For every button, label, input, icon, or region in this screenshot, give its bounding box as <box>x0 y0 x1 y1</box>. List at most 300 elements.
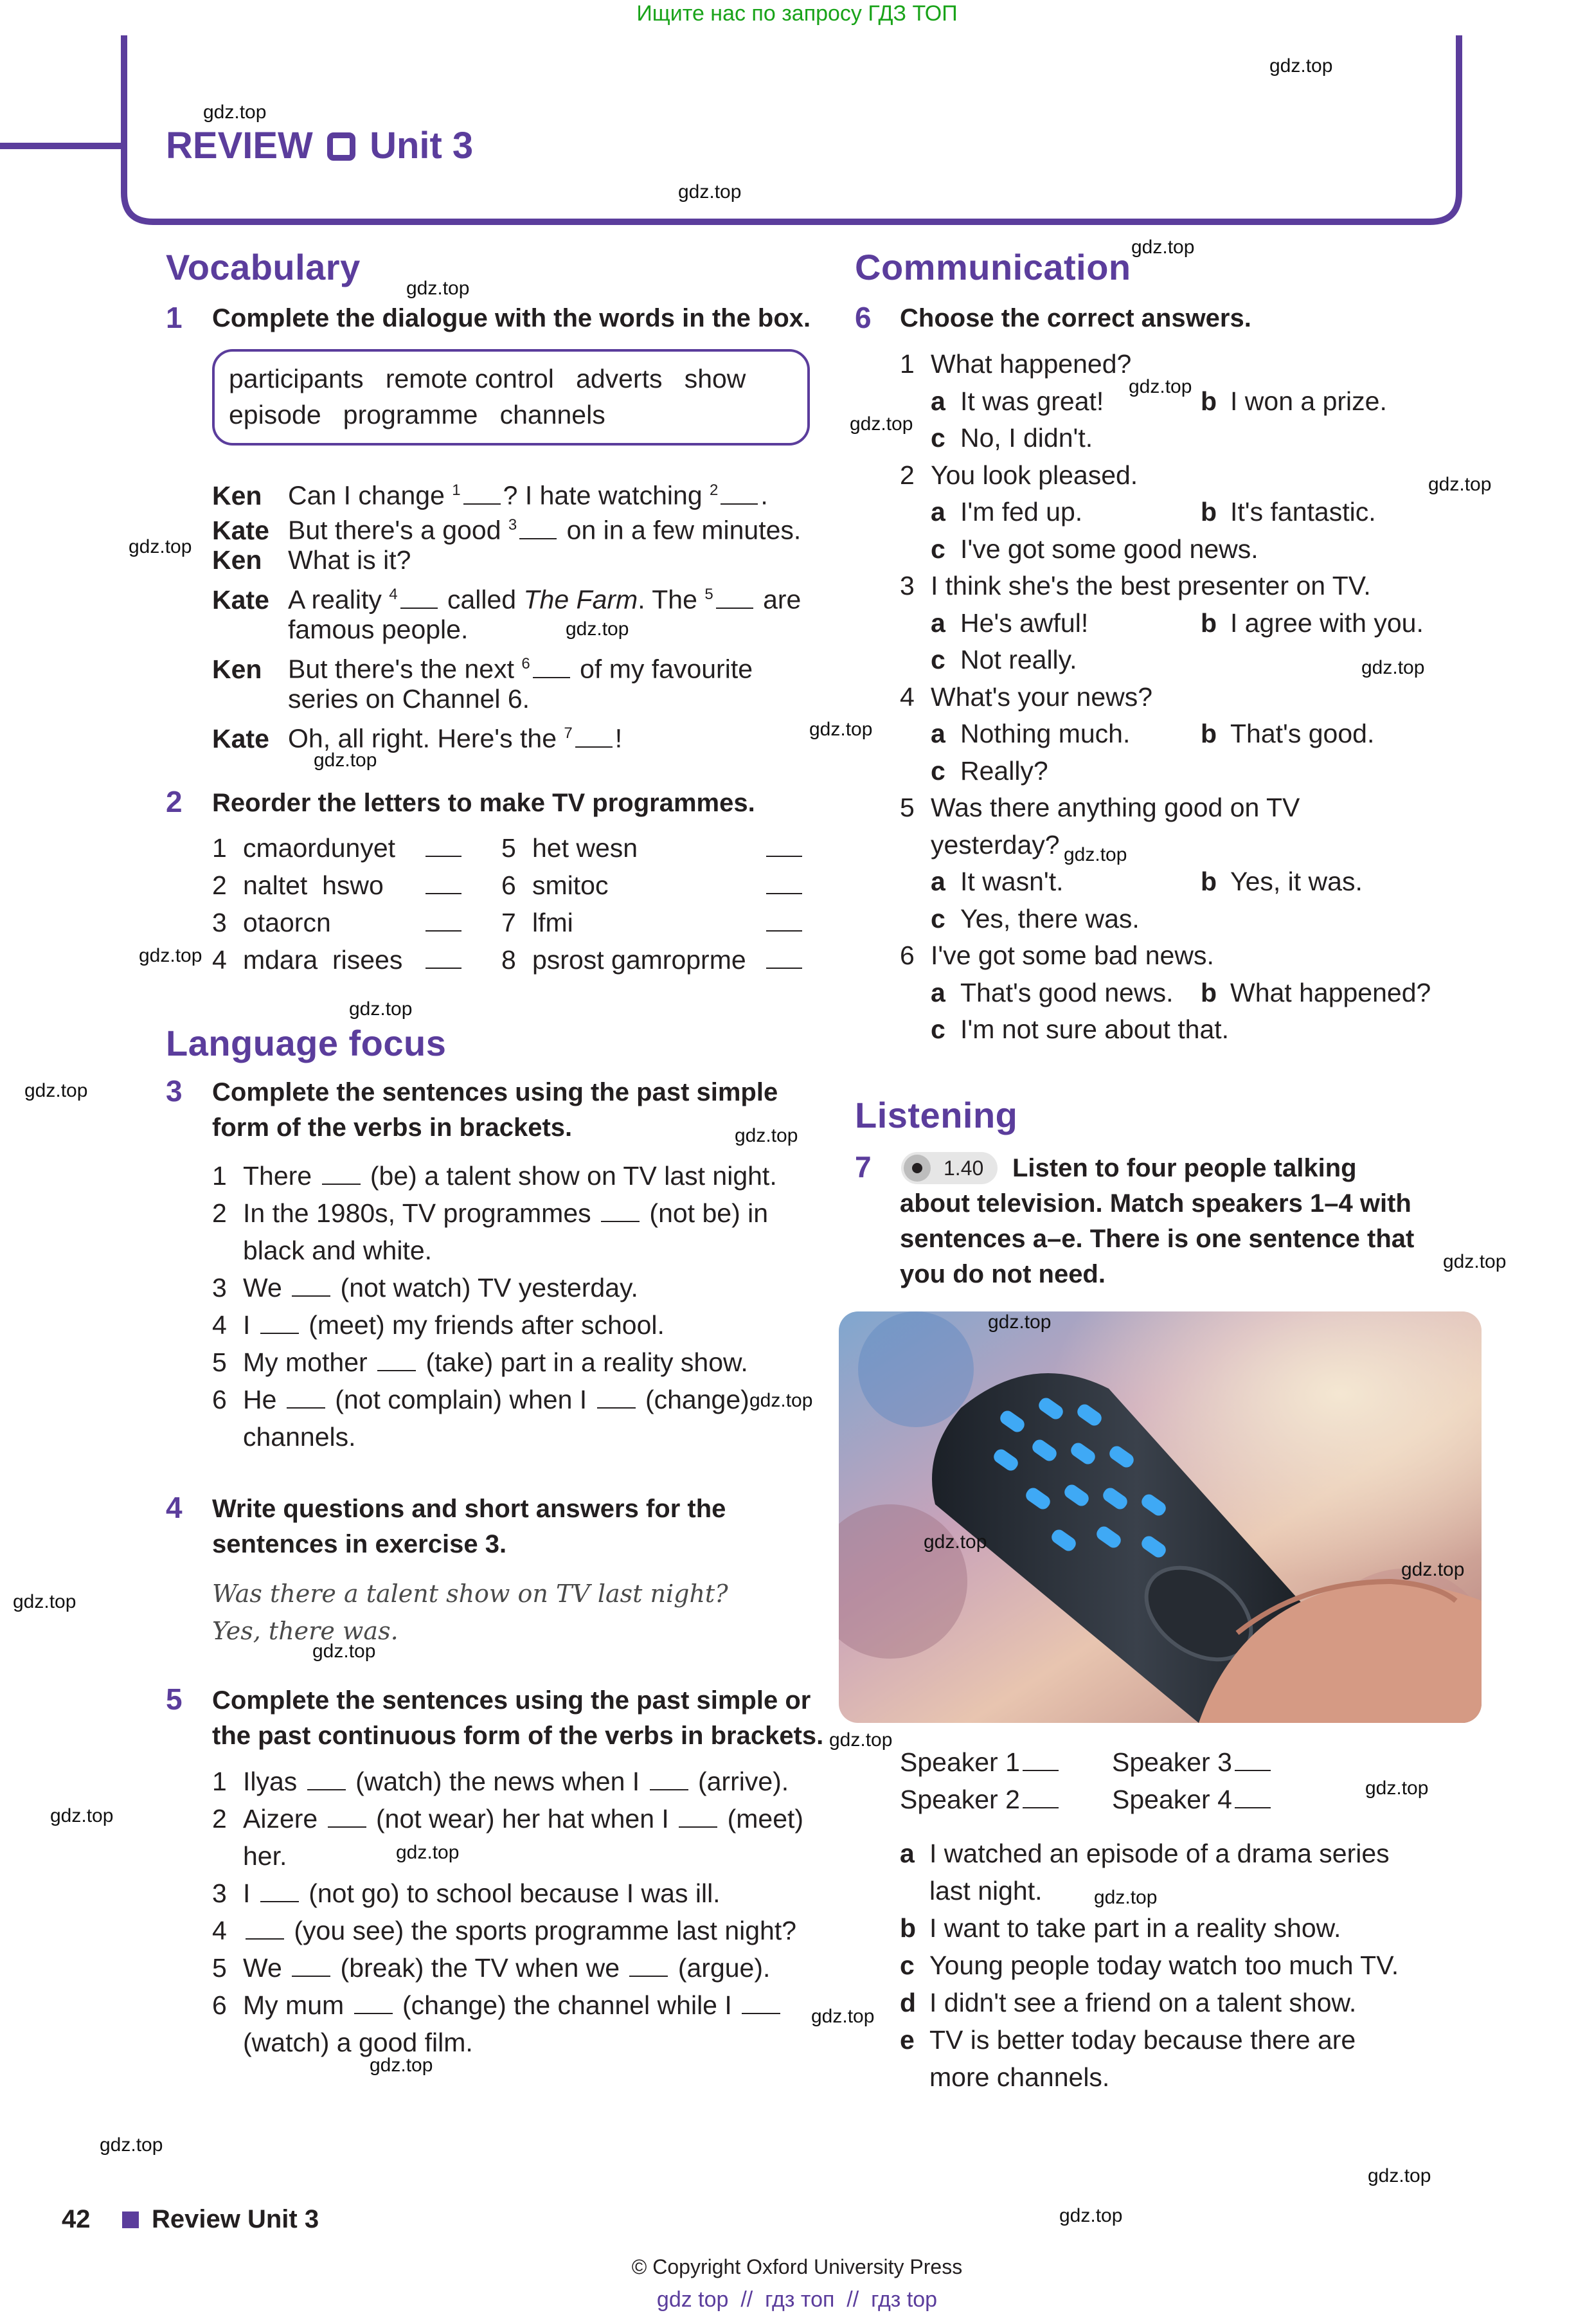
audio-track-number: 1.40 <box>944 1157 984 1180</box>
options-row <box>931 752 1048 789</box>
option-text: I've got some good news. <box>960 534 1258 564</box>
item-number: 8 <box>501 945 516 975</box>
item-number: 5 <box>212 1347 227 1377</box>
sentence-text: I watched an episode of a drama series <box>929 1839 1390 1868</box>
sentence-part: He <box>243 1385 284 1414</box>
option-text: Nothing much. <box>960 719 1131 748</box>
option-letter: a <box>931 386 945 416</box>
item-number: 2 <box>212 1804 227 1833</box>
option-text: Not really. <box>960 645 1077 674</box>
sentence-part: (be) a talent show on TV last night. <box>363 1161 777 1191</box>
question-text: What's your news? <box>931 681 1153 712</box>
item-number: 1 <box>212 1161 227 1191</box>
ex7-instruction-1: Listen to four people talking <box>1012 1154 1357 1182</box>
anagram-text: lfmi <box>532 908 573 937</box>
communication-title: Communication <box>855 247 1131 287</box>
word-box-line1: participants remote control adverts show <box>229 364 746 393</box>
option-letter: c <box>931 534 945 564</box>
answer-blank[interactable] <box>1235 1751 1271 1771</box>
dialogue-speaker: Ken <box>212 654 262 684</box>
remote-control-photo <box>839 1311 1482 1723</box>
answer-blank[interactable] <box>425 874 461 894</box>
ex4-instruction-1: Write questions and short answers for the <box>212 1495 726 1523</box>
answer-blank[interactable] <box>1023 1788 1059 1808</box>
dialogue-line <box>212 541 411 579</box>
gap-number: 4 <box>389 586 398 603</box>
review-title <box>166 124 473 167</box>
sentence-part: channels. <box>243 1422 356 1452</box>
anagram-text: psrost gamroprme <box>532 945 746 975</box>
ex3-instruction-1: Complete the sentences using the past simple <box>212 1078 778 1106</box>
watermark: gdz.top <box>1129 376 1192 397</box>
answer-blank[interactable] <box>766 911 802 932</box>
speaker-label: Speaker 1 <box>900 1747 1020 1777</box>
sentence-part: In the 1980s, TV programmes <box>243 1198 599 1228</box>
speaker-item <box>1112 1743 1273 1781</box>
speaker-item <box>1112 1781 1273 1818</box>
sentence-part: My mum <box>243 1990 352 2020</box>
option-letter: c <box>931 423 945 453</box>
watermark: gdz.top <box>809 719 873 740</box>
answer-blank[interactable] <box>1023 1751 1059 1771</box>
ex5-instruction-2: the past continuous form of the verbs in brackets. <box>212 1722 824 1750</box>
item-number: 5 <box>501 833 516 863</box>
sentence-part: My mother <box>243 1347 375 1377</box>
option[interactable] <box>931 756 1048 786</box>
item-number: 3 <box>212 1878 227 1908</box>
gap-number: 1 <box>452 482 461 499</box>
item-number: 3 <box>212 1273 227 1302</box>
anagram-item <box>501 941 805 978</box>
ex2-instruction: Reorder the letters to make TV programmes. <box>212 789 755 817</box>
watermark: gdz.top <box>1094 1887 1158 1908</box>
option-letter: b <box>1201 867 1217 896</box>
sentence-part: We <box>243 1953 290 1983</box>
exercise-line <box>212 1344 748 1381</box>
ex7-instruction-4: you do not need. <box>900 1260 1106 1288</box>
option[interactable] <box>931 604 1201 642</box>
question <box>900 678 1152 716</box>
item-number: 3 <box>212 908 227 937</box>
exercise-line <box>212 2024 473 2061</box>
answer-blank[interactable] <box>425 836 461 857</box>
exercise-line <box>212 1232 432 1269</box>
options-row <box>931 900 1140 937</box>
options-row <box>931 530 1258 568</box>
answer-blank[interactable] <box>292 1956 330 1977</box>
option-text: What happened? <box>1230 977 1431 1007</box>
option[interactable] <box>1201 978 1431 1007</box>
answer-blank[interactable] <box>742 1994 780 2014</box>
option-letter: c <box>931 755 945 786</box>
page-number: 42 <box>62 2205 91 2233</box>
watermark: gdz.top <box>678 181 742 203</box>
anagram-text: cmaordunyet <box>243 833 396 863</box>
item-number: 6 <box>501 870 516 900</box>
sentence-part: (not complain) when I <box>327 1385 595 1414</box>
option-letter: c <box>931 645 945 674</box>
sentence-part: Aizere <box>243 1804 325 1833</box>
anagram-text: het wesn <box>532 833 638 863</box>
item-number: 2 <box>900 460 915 490</box>
options-row <box>931 419 1093 456</box>
sentence-cont: last night. <box>929 1876 1043 1905</box>
watermark: gdz.top <box>811 2006 875 2027</box>
watermark: gdz.top <box>1131 237 1195 258</box>
sentence-part: We <box>243 1273 290 1302</box>
anagram-text: mdara risees <box>243 945 403 975</box>
dialogue-text: ! <box>614 723 623 753</box>
question-text: I think she's the best presenter on TV. <box>931 571 1371 600</box>
watermark: gdz.top <box>1443 1251 1507 1272</box>
ex1-number: 1 <box>166 301 183 334</box>
option[interactable] <box>931 423 1093 453</box>
sentence-letter: e <box>900 2025 915 2055</box>
watermark: gdz.top <box>1365 1778 1429 1799</box>
speaker-item <box>900 1743 1061 1781</box>
exercise-line <box>212 1763 789 1800</box>
dialogue-text: . The <box>638 584 705 615</box>
dialogue-speaker: Ken <box>212 480 262 510</box>
option[interactable] <box>931 645 1077 674</box>
answer-blank[interactable] <box>650 1770 688 1790</box>
answer-blank[interactable] <box>766 874 802 894</box>
exercise-line <box>212 1875 721 1912</box>
anagram-item <box>212 829 464 867</box>
answer-blank[interactable] <box>260 1313 299 1334</box>
question-cont: yesterday? <box>931 829 1060 860</box>
review-label: REVIEW <box>166 125 313 167</box>
option-letter: b <box>1201 608 1217 638</box>
watermark: gdz.top <box>406 278 470 299</box>
gap-number: 5 <box>704 586 713 603</box>
exercise-line <box>212 1986 783 2024</box>
dialogue-text: ? I hate watching <box>503 480 710 510</box>
ex4-number: 4 <box>166 1491 183 1524</box>
item-number: 1 <box>212 1767 227 1796</box>
ex7-instruction-3: sentences a–e. There is one sentence that <box>900 1225 1415 1253</box>
option-text: He's awful! <box>960 608 1089 638</box>
sentence-part: (change) the channel while I <box>395 1990 740 2020</box>
option[interactable] <box>931 863 1201 900</box>
dialogue-text: Oh, all right. Here's the <box>288 723 564 753</box>
option-text: It was great! <box>960 386 1104 416</box>
sentence-part: There <box>243 1161 319 1191</box>
sentence-text: Young people today watch too much TV. <box>929 1950 1399 1980</box>
sentence-part: I <box>243 1310 258 1340</box>
answer-blank[interactable] <box>716 588 753 609</box>
answer-blank[interactable] <box>1235 1788 1271 1808</box>
option-letter: a <box>931 497 945 527</box>
dialogue-text: of my favourite <box>572 654 753 684</box>
answer-blank[interactable] <box>575 727 613 748</box>
speaker-item <box>900 1781 1061 1818</box>
options-row <box>931 493 1376 530</box>
option[interactable] <box>1201 608 1424 638</box>
sentence-part: (you see) the sports programme last night? <box>287 1916 797 1945</box>
option-text: I agree with you. <box>1230 608 1424 638</box>
sentence-text: I didn't see a friend on a talent show. <box>929 1988 1357 2017</box>
anagram-text: naltet hswo <box>243 870 384 900</box>
answer-blank[interactable] <box>425 911 461 932</box>
watermark: gdz.top <box>50 1805 114 1826</box>
watermark: gdz.top <box>924 1531 987 1553</box>
match-sentence <box>900 1947 1399 1984</box>
watermark: gdz.top <box>1064 844 1127 865</box>
option-letter: b <box>1201 977 1217 1007</box>
exercise-line <box>212 1800 803 1837</box>
answer-blank[interactable] <box>292 1276 330 1297</box>
answer-blank[interactable] <box>354 1994 393 2014</box>
item-number: 2 <box>212 870 227 900</box>
item-number: 4 <box>212 1916 227 1945</box>
watermark: gdz.top <box>749 1390 813 1411</box>
dialogue-text: A reality <box>288 584 390 615</box>
footer-links[interactable]: gdz top // гдз топ // гдз top <box>656 2287 938 2312</box>
answer-blank[interactable] <box>322 1164 361 1185</box>
item-number: 7 <box>501 908 516 937</box>
speaker-label: Speaker 3 <box>1112 1747 1232 1777</box>
gap-number: 2 <box>710 482 719 499</box>
item-number: 6 <box>900 941 915 970</box>
answer-blank[interactable] <box>721 484 758 505</box>
sentence-part: Ilyas <box>243 1767 305 1796</box>
answer-blank[interactable] <box>597 1388 636 1409</box>
anagram-item <box>501 829 805 867</box>
answer-blank[interactable] <box>519 519 557 539</box>
footer-label: Review Unit 3 <box>152 2205 319 2233</box>
top-banner: Ищите нас по запросу ГДЗ ТОП <box>636 1 958 26</box>
dialogue-line <box>212 715 622 757</box>
match-sentence <box>900 1909 1341 1947</box>
anagram-text: otaorcn <box>243 908 331 937</box>
option[interactable] <box>931 534 1258 564</box>
sentence-letter: a <box>900 1839 915 1868</box>
item-number: 6 <box>212 1990 227 2020</box>
answer-blank[interactable] <box>679 1807 717 1828</box>
option-text: No, I didn't. <box>960 423 1093 453</box>
anagram-item <box>212 941 464 978</box>
option-letter: a <box>931 608 945 638</box>
ex5-number: 5 <box>166 1682 183 1716</box>
option[interactable] <box>1201 719 1374 748</box>
dialogue-speaker: Kate <box>212 723 269 753</box>
copyright: © Copyright Oxford University Press <box>631 2255 963 2278</box>
watermark: gdz.top <box>203 102 267 123</box>
match-sentence <box>900 1984 1356 2021</box>
exercise-line <box>212 1837 287 1875</box>
watermark: gdz.top <box>1401 1559 1465 1580</box>
option[interactable] <box>931 715 1201 752</box>
answer-blank[interactable] <box>287 1388 325 1409</box>
item-number: 1 <box>212 833 227 863</box>
sentence-part: (watch) the news when I <box>348 1767 647 1796</box>
question <box>900 345 1131 383</box>
options-row <box>931 715 1374 752</box>
item-number: 6 <box>212 1385 227 1414</box>
sentence-text: I want to take part in a reality show. <box>929 1913 1341 1943</box>
option[interactable] <box>1201 867 1363 896</box>
watermark: gdz.top <box>24 1080 88 1101</box>
item-number: 4 <box>212 945 227 975</box>
watermark: gdz.top <box>1059 2205 1123 2226</box>
option[interactable] <box>931 493 1201 530</box>
sentence-part: (not wear) her hat when I <box>368 1804 677 1833</box>
answer-blank[interactable] <box>766 948 802 969</box>
watermark: gdz.top <box>566 618 629 640</box>
answer-blank[interactable] <box>425 948 461 969</box>
ex6-instruction: Choose the correct answers. <box>900 304 1251 332</box>
watermark: gdz.top <box>100 2134 163 2156</box>
option-text: It wasn't. <box>960 867 1064 896</box>
match-sentence <box>900 1835 1390 1872</box>
ex5-instruction-1: Complete the sentences using the past simple or <box>212 1686 811 1715</box>
sentence-letter: d <box>900 1988 917 2017</box>
question <box>900 456 1138 494</box>
option-letter: a <box>931 867 945 896</box>
options-row <box>931 974 1431 1011</box>
option[interactable] <box>931 904 1140 933</box>
option[interactable] <box>931 1014 1229 1044</box>
ex1-instruction: Complete the dialogue with the words in the box. <box>212 304 811 332</box>
answer-blank[interactable] <box>328 1807 366 1828</box>
anagram-item <box>501 904 805 941</box>
anagram-item <box>212 904 464 941</box>
ex4-example-question: Was there a talent show on TV last night? <box>212 1580 728 1608</box>
unit-square-icon <box>327 132 355 161</box>
dialogue-text: What is it? <box>288 545 411 575</box>
exercise-line <box>212 1381 749 1418</box>
exercise-line <box>212 1418 356 1455</box>
sentence-part: (meet) my friends after school. <box>301 1310 665 1340</box>
dialogue-text: famous people. <box>288 615 469 644</box>
option-text: I'm fed up. <box>960 497 1083 527</box>
dialogue-text: . <box>760 480 768 510</box>
option-text: That's good. <box>1230 719 1375 748</box>
answer-blank[interactable] <box>307 1770 346 1790</box>
option-letter: b <box>1201 497 1217 527</box>
cd-icon <box>904 1155 931 1182</box>
option-letter: c <box>931 903 945 933</box>
dialogue-text: But there's a good <box>288 515 508 545</box>
answer-blank[interactable] <box>629 1956 668 1977</box>
options-row <box>931 604 1424 642</box>
item-number: 1 <box>900 349 915 379</box>
watermark: gdz.top <box>988 1311 1052 1333</box>
watermark: gdz.top <box>850 413 913 435</box>
ex3-instruction-2: form of the verbs in brackets. <box>212 1113 573 1142</box>
ex7-instruction-2: about television. Match speakers 1–4 with <box>900 1189 1411 1218</box>
sentence-letter: b <box>900 1913 917 1943</box>
anagram-text: smitoc <box>532 870 609 900</box>
watermark: gdz.top <box>139 945 202 966</box>
dialogue-text: But there's the next <box>288 654 522 684</box>
watermark: gdz.top <box>314 750 377 771</box>
item-number: 2 <box>212 1198 227 1228</box>
programme-title: The Farm <box>523 584 638 615</box>
watermark: gdz.top <box>129 536 192 557</box>
option-letter: a <box>931 977 945 1007</box>
sentence-text: TV is better today because there are <box>929 2025 1356 2055</box>
question-text: I've got some bad news. <box>931 941 1214 970</box>
answer-blank[interactable] <box>533 658 570 678</box>
watermark: gdz.top <box>1368 2165 1431 2186</box>
anagram-item <box>501 867 805 904</box>
sentence-part: (not be) in <box>642 1198 769 1228</box>
item-number: 3 <box>900 571 915 600</box>
option[interactable] <box>1201 497 1376 527</box>
anagram-item <box>212 867 464 904</box>
option[interactable] <box>931 974 1201 1011</box>
sentence-part: her. <box>243 1841 287 1871</box>
answer-blank[interactable] <box>400 588 438 609</box>
watermark: gdz.top <box>735 1125 798 1146</box>
watermark: gdz.top <box>1428 474 1492 495</box>
option-text: It's fantastic. <box>1230 497 1376 527</box>
sentence-part: (change) <box>638 1385 749 1414</box>
answer-blank[interactable] <box>246 1919 284 1940</box>
ex4-instruction-2: sentences in exercise 3. <box>212 1530 507 1558</box>
watermark: gdz.top <box>1269 55 1333 77</box>
ex2-number: 2 <box>166 785 183 818</box>
sentence-part: (argue). <box>670 1953 771 1983</box>
question-text: What happened? <box>931 349 1132 379</box>
gap-number: 6 <box>521 655 530 672</box>
speaker-label: Speaker 4 <box>1112 1785 1232 1814</box>
watermark: gdz.top <box>349 998 413 1020</box>
answer-blank[interactable] <box>377 1351 416 1371</box>
option-text: Yes, it was. <box>1230 867 1363 896</box>
option-letter: b <box>1201 719 1217 748</box>
dialogue-speaker: Kate <box>212 584 269 615</box>
dialogue-text: series on Channel 6. <box>288 684 530 714</box>
answer-blank[interactable] <box>260 1882 299 1902</box>
answer-blank[interactable] <box>601 1202 640 1222</box>
sentence-part: (break) the TV when we <box>333 1953 627 1983</box>
watermark: gdz.top <box>13 1591 76 1612</box>
watermark: gdz.top <box>312 1641 376 1662</box>
match-sentence <box>900 2021 1356 2058</box>
dialogue-line <box>212 611 468 648</box>
question-text: You look pleased. <box>931 460 1138 490</box>
exercise-line <box>212 1269 638 1306</box>
listening-title: Listening <box>855 1095 1018 1135</box>
exercise-line <box>212 1949 770 1986</box>
dialogue-speaker: Kate <box>212 515 269 545</box>
watermark: gdz.top <box>370 2055 433 2076</box>
ex3-number: 3 <box>166 1074 183 1108</box>
exercise-line <box>212 1306 665 1344</box>
audio-track-badge[interactable] <box>901 1152 998 1184</box>
sentence-part: (arrive). <box>690 1767 789 1796</box>
question-text: Was there anything good on TV <box>931 793 1300 822</box>
watermark: gdz.top <box>396 1842 460 1863</box>
sentence-part: (take) part in a reality show. <box>418 1347 748 1377</box>
answer-blank[interactable] <box>766 836 802 857</box>
option[interactable] <box>1201 386 1387 416</box>
dialogue-speaker: Ken <box>212 545 262 575</box>
option-letter: a <box>931 719 945 748</box>
option-text: Yes, there was. <box>960 903 1140 933</box>
question <box>900 937 1214 974</box>
sentence-part: (watch) a good film. <box>243 2028 473 2057</box>
answer-blank[interactable] <box>463 484 501 505</box>
watermark: gdz.top <box>829 1729 893 1751</box>
option-text: I'm not sure about that. <box>960 1014 1230 1044</box>
sentence-letter: c <box>900 1950 915 1980</box>
option-text: I won a prize. <box>1230 386 1387 416</box>
ex7-number: 7 <box>855 1150 872 1184</box>
